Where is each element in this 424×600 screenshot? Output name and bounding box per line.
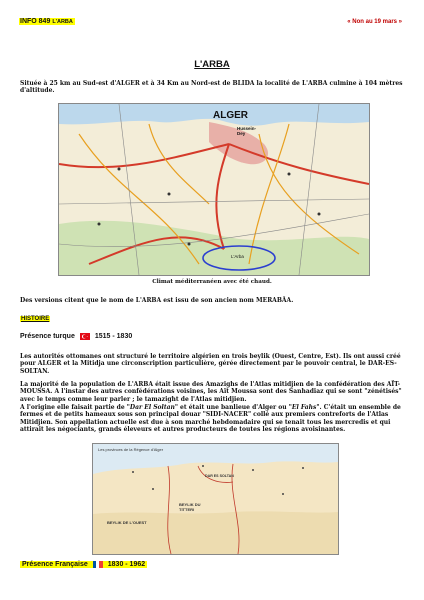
presence-francaise-heading (20, 561, 147, 568)
regency-map (92, 443, 339, 555)
map-label-larba: L'Arba (231, 254, 244, 259)
climate-caption: Climat méditerranéen avec été chaud. (152, 279, 272, 285)
info-place: L'ARBA (52, 19, 73, 25)
turkey-flag-icon (80, 333, 90, 340)
origin-text-c: ". C'était un ensemble de fermes et de petits hameaux sous son principal douar "SIDI-NACER" collé aux premiers contreforts de l'Atlas Mitidjien. Son appellation actuelle est due à son marché hebdomadaire qui se tenait tous les mercredis et qui attirait les négociants, grands éleveurs et autres producteurs de toutes les régions avoisinantes. (20, 404, 401, 434)
presence-turque-label: Présence turque (20, 333, 75, 340)
presence-francaise-period: 1830 - 1962 (107, 561, 146, 568)
location-map (58, 103, 370, 276)
region-label-dar-es-soltan: DAR ES SOLTAN (205, 474, 234, 478)
france-flag-icon (93, 561, 103, 568)
section-history: HISTOIRE (21, 316, 50, 322)
info-header (19, 18, 75, 25)
map-label-hussein-dey: Hussein-Dey (237, 126, 257, 136)
info-number: INFO 849 (20, 18, 51, 25)
page-title: L'ARBA (194, 59, 230, 70)
population-paragraph: La majorité de la population de L'ARBA était issue des Amazighs de l'Atlas mitidjien de la confédération des AÏT-MOUSSA. A l'instar des autres confédérations voisines, les Aït Moussa sont des Sanhadiaz qui se sont "zénétisés" avec le temps comme leur parler ; le tamazight de l'Atlas mitidjien. (20, 381, 402, 403)
origin-dar-el-soltan: Dar El Soltan (129, 404, 175, 411)
name-origin-paragraph: Des versions citent que le nom de L'ARBA est issu de son ancien nom MERABÂA. (20, 297, 294, 304)
presence-francaise-label: Présence Française (22, 561, 88, 568)
map-label-alger: ALGER (213, 110, 248, 121)
origin-el-fahs: El Fahs (291, 404, 317, 411)
origin-text-a: A l'origine elle faisait partie de " (20, 404, 130, 411)
regency-map-image (93, 444, 338, 554)
presence-turque-period: 1515 - 1830 (94, 333, 133, 340)
road-map-image (59, 104, 369, 275)
region-label-titteri: BEYLIK DU TITTERI (179, 502, 201, 512)
regency-map-title: Les provinces de la Régence d'Alger (98, 447, 164, 452)
turque-paragraph: Les autorités ottomanes ont structuré le territoire algérien en trois beylik (Ouest, Centre, Est). Ils ont aussi créé pour ALGER et la Mitidja une circonscription particulière, gérée directement par le pouvoir central, le DAR-ES-SOLTAN. (20, 353, 401, 375)
presence-turque-heading (20, 333, 132, 340)
header-note: « Non au 19 mars » (347, 19, 402, 25)
region-label-ouest: BEYLIK DE L'OUEST (107, 520, 147, 525)
intro-paragraph: Située à 25 km au Sud-est d'ALGER et à 34 Km au Nord-est de BLIDA la localité de L'ARBA culmine à 104 mètres d'altitude. (20, 80, 403, 95)
origin-paragraph (20, 404, 405, 434)
origin-text-b: " et était une banlieue d'Alger ou " (174, 404, 292, 411)
